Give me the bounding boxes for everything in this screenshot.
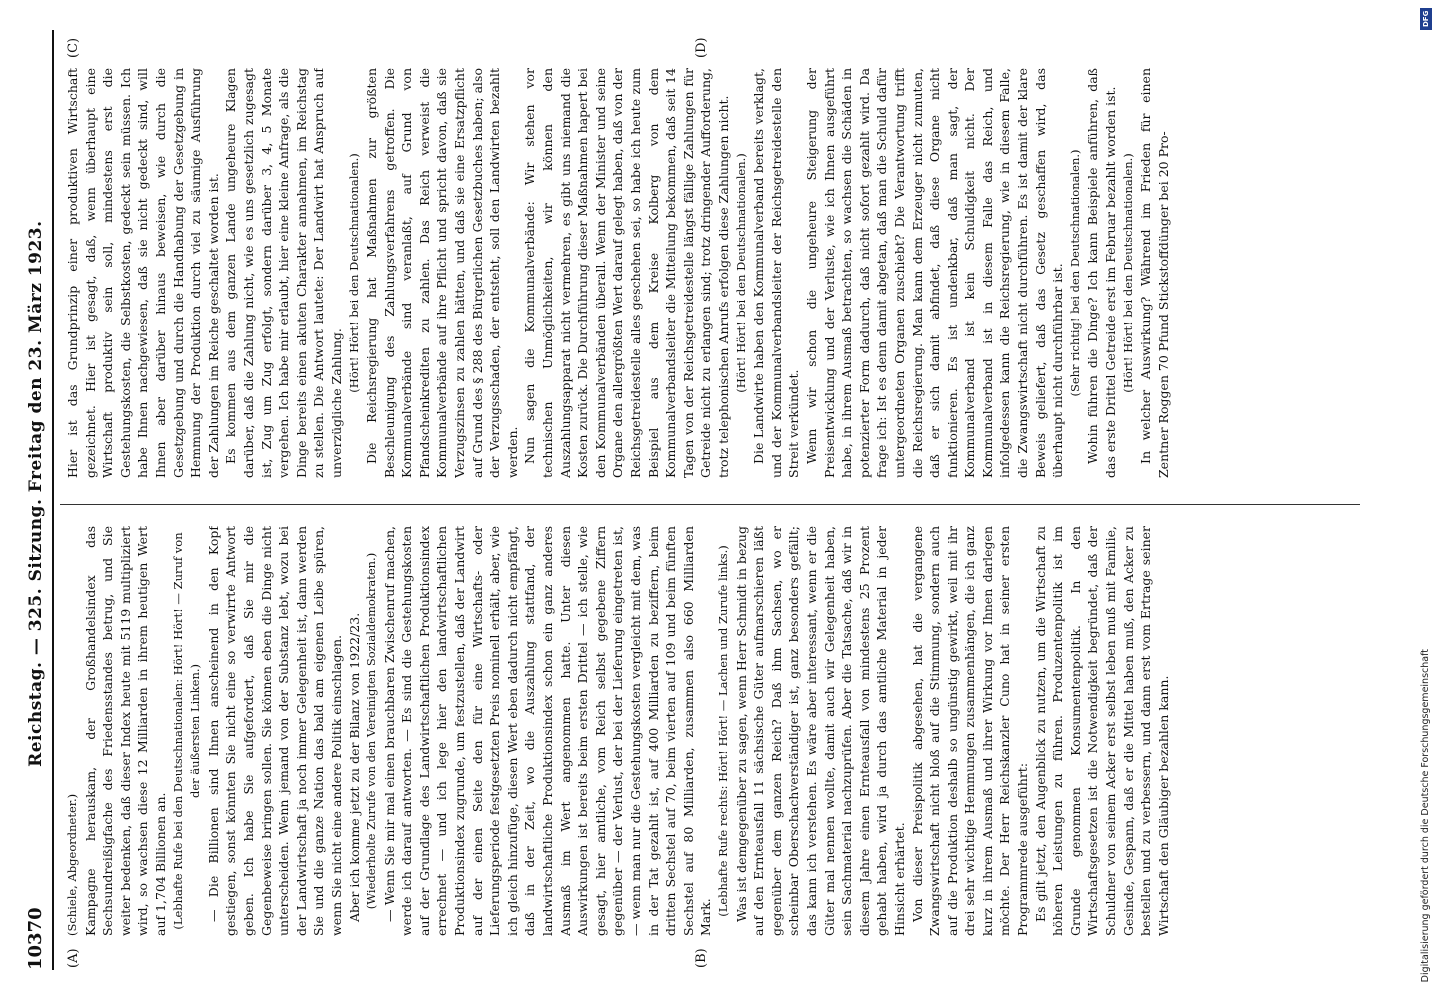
margin-mark-d: (D) xyxy=(694,37,709,58)
page-number: 10370 xyxy=(25,907,46,970)
paragraph: (Lebhafte Rufe bei den Deutschnationalen: Hört! Hört! — Zuruf von der äußersten Linken.) xyxy=(170,532,203,930)
paragraph: Die Reichsregierung hat Maßnahmen zur größten Beschleunigung des Zahlungsverfahrens getroffen. Die Kommunalverbände sind veranlaßt, auf Grund von Pfandscheinkrediten zu zahlen. Das Reich verweist die Kommunalverbände auf ihre Pflicht und spricht davon, daß sie Verzugszinsen zu zahlen hätten, und daß sie eine Ersatzpflicht auf Grund des § 288 des Bürgerlichen Gesetzbuches haben; also der Verzugsschaden, der entsteht, soll den Landwirten bezahlt werden. xyxy=(364,68,520,478)
margin-mark-a: (A) xyxy=(66,948,81,968)
paragraph: (Hört! Hört! bei den Deutschnationalen.) xyxy=(733,153,748,393)
column-divider xyxy=(60,504,1360,505)
paragraph: Von dieser Preispolitik abgesehen, hat die vergangene Zwangswirtschaft nicht bloß auf die Stimmung, sondern auch auf die Produktion deshalb so ungünstig gewirkt, weil mit ihr drei sehr wichtige Hemmungen zusammenhängen, die ich ganz kurz in ihrem Ausmaß und ihrer Wirkung vor Ihnen darlegen möchte. Der Herr Reichskanzler Cuno hat in seiner ersten Programmrede ausgeführt: xyxy=(909,526,1031,936)
paragraph: Es gilt jetzt, den Augenblick zu nutzen, um die Wirtschaft zu höheren Leistungen zu führen. Produzentenpolitik ist im Grunde genommen Konsumentenpolitik. In den Wirtschaftsgesetzen ist die Notwendigkeit begründet, daß der Schuldner von seinem Acker erst selbst leben muß mit Familie, Gesinde, Gespann, daß er die Mittel haben muß, den Acker zu bestellen und zu verbessern, und dann erst vom Ertrage seiner Wirtschaft den Gläubiger bezahlen kann. xyxy=(1032,526,1171,936)
digitization-note: Digitalisierung gefördert durch die Deutsche Forschungsgemeinschaft xyxy=(1420,648,1431,982)
paragraph: — Die Billionen sind Ihnen anscheinend in den Kopf gestiegen, sonst könnten Sie nicht eine so verwirrte Antwort geben. Ich habe Sie aufgefordert, daß Sie mir die Gegenbeweise bringen sollen. Sie können eben die Dinge nicht unterscheiden. Wenn jemand von der Substanz lebt, wozu bei der Landwirtschaft ja noch immer Gelegenheit ist, dann werden Sie und die ganze Nation das bald am eigenen Leibe spüren, wenn Sie nicht eine andere Politik einschlagen. xyxy=(205,526,344,936)
paragraph: (Lebhafte Rufe rechts: Hört! Hört! — Lachen und Zurufe links.) xyxy=(715,545,730,917)
paragraph: Wenn wir schon die ungeheure Steigerung der Preisentwicklung und der Verluste, wie ich Ihnen ausgeführt habe, in ihrem Ausmaß betrachten, so wachsen die Schäden in potenzierter Form dadurch, daß nicht sofort gezahlt wird. Da frage ich: Ist es denn damit abgetan, daß man die Schuld dafür untergeordneten Organen zuschiebt? Die Verantwortung trifft die Reichsregierung. Man kann dem Erzeuger nicht zumuten, daß er sich damit abfindet, daß diese Organe nicht funktionieren. Es ist undenkbar, daß man sagt, der Kommunalverband ist kein Schuldigkeit nicht. Der Kommunalverband ist in diesem Falle das Reich, und infolgedessen kann die Reichsregierung, wie in diesem Falle, die Zwangswirtschaft nicht durchführen. Es ist damit der klare Beweis geliefert, daß das Gesetz geschaffen wird, das überhaupt nicht durchführbar ist. xyxy=(803,68,1066,478)
paragraph: Wohin führen die Dinge? Ich kann Beispiele anführen, daß das erste Drittel Getreide erst im Februar bezahlt worden ist. xyxy=(1085,68,1119,478)
paragraph: (Hört! Hört! bei den Deutschnationalen.) xyxy=(1120,153,1135,393)
margin-mark-c: (C) xyxy=(66,37,81,58)
paragraph: Hier ist das Grundprinzip einer produktiven Wirtschaft gezeichnet. Hier ist gesagt, daß, wenn überhaupt eine Wirtschaft produktiv sein soll, mindestens erst die Gestehungskosten, die Selbstkosten, gedeckt sein müssen. Ich habe Ihnen nachgewiesen, daß sie nicht gedeckt sind, will Ihnen aber darüber hinaus beweisen, wie durch die Gesetzgebung und durch die Handhabung der Gesetzgebung in Hemmung der Produktion durch viel zu säumige Ausführung der Zahlungen im Reiche geschaltet worden ist. xyxy=(65,68,221,478)
left-text-column xyxy=(64,526,1354,936)
dfg-logo: DFG xyxy=(1420,8,1432,30)
paragraph: Was ist demgegenüber zu sagen, wenn Herr Schmidt in bezug auf den Ernteausfall 11 sächsische Güter aufmarschieren läßt gegenüber dem ganzen Reich? Daß ihm Sachsen, wo er scheinbar Oberschachverständiger ist, ganz besonders gefällt; das kann ich verstehen. Es wäre aber interessant, wenn er die Güter mal nennen wollte, damit auch wir Gelegenheit haben, sein Sachmaterial nachzuprüfen. Aber die Tatsache, daß wir in diesem Jahre einen Ernteausfall von mindestens 25 Prozent gehabt haben, wird ja durch das amtliche Material in jeder Hinsicht erhärtet. xyxy=(733,526,907,936)
paragraph: (Sehr richtig! bei den Deutschnationalen.) xyxy=(1067,149,1082,397)
paragraph: (Hört! Hört! bei den Deutschnationalen.) xyxy=(346,153,361,393)
right-text-column xyxy=(64,68,1354,478)
paragraph: Es kommen aus dem ganzen Lande ungeheure Klagen darüber, daß die Zahlung nicht, wie es uns gesetzlich zugesagt ist, Zug um Zug erfolgt, sondern darüber 3, 4, 5 Monate vergehen. Ich habe mir erlaubt, hier eine kleine Anfrage, als die Dinge bereits einen akuten Charakter annahmen, im Reichstag zu stellen. Die Antwort lautete: Der Landwirt hat Anspruch auf unverzügliche Zahlung. xyxy=(223,68,344,478)
paragraph: Nun sagen die Kommunalverbände: Wir stehen vor technischen Unmöglichkeiten, wir können den Auszahlungsapparat nicht vermehren, es gibt uns niemand die Kosten zurück. Die Durchführung dieser Maßnahmen hapert bei den Kommunalverbänden überall. Wenn der Minister und seine Organe den allergrößten Wert darauf gelegt haben, daß von der Reichsgetreidestelle alles geschehen sei, so habe ich heute zum Beispiel aus dem Kreise Kolberg von dem Kommunalverbandsleiter die Mitteilung bekommen, daß seit 14 Tagen von der Reichsgetreidestelle längst fällige Zahlungen für Getreide nicht zu erlangen sind; trotz dringender Aufforderung, trotz telephonischen Anrufs erfolgen diese Zahlungen nicht. xyxy=(522,68,731,478)
page-header xyxy=(18,30,54,970)
paragraph: In welcher Auswirkung? Während im Frieden für einen Zentner Roggen 70 Pfund Stickstoffdünger bei 20 Pro- xyxy=(1138,68,1171,478)
dfg-sidebar xyxy=(1418,0,1434,1000)
paragraph: (Schiele, Abgeordneter.) xyxy=(65,793,79,936)
margin-mark-b: (B) xyxy=(694,948,709,968)
paragraph: Kampagne herauskam, der Großhandelsindex das Sechsundreißigfache des Friedensstandes betrug, und Sie weiter bedenken, daß dieser Index heute mit 5119 multipliziert wird, so wachsen diese 12 Milliarden in ihrem heutigen Wert auf 1,704 Billionen an. xyxy=(82,526,168,936)
paragraph: (Wiederholte Zurufe von den Vereinigten Sozialdemokraten.) xyxy=(364,552,379,910)
paragraph: Die Landwirte haben den Kommunalverband bereits verklagt, und der Kommunalverbandsleiter der Reichsgetreidestelle den Streit verkündet. xyxy=(751,68,802,478)
paragraph: — Wenn Sie mir mal einen brauchbaren Zwischenruf machen, werde ich darauf antworten. — Es sind die Gestehungskosten auf der Grundlage des Landwirtschaftlichen Produktionsindex errechnet — und ich lege hier den landwirtschaftlichen Produktionsindex zugrunde, um festzustellen, daß der Landwirt auf der einen Seite den für eine Wirtschafts- oder Lieferungsperiode festgesetzten Preis nominell erhält, aber, wie ich gleich hinzufüge, diesen Wert eben dadurch nicht empfängt, daß in der Zeit, wo die Auszahlung stattfand, der landwirtschaftliche Produktionsindex schon ein ganz anderes Ausmaß im Wert angenommen hatte. Unter diesen Auswirkungen ist bereits beim ersten Drittel — ich stelle, wie gesagt, hier amtliche, vom Reich selbst gegebene Ziffern gegenüber — der Verlust, der bei der Lieferung eingetreten ist, — wenn man nur die Gestehungskosten vergleicht mit dem, was in der Tat gezahlt ist, auf 400 Milliarden zu beziffern, beim dritten Sechstel auf 70, beim vierten auf 109 und beim fünften Sechstel auf 80 Milliarden, zusammen also 660 Milliarden Mark. xyxy=(381,526,714,936)
paragraph: Aber ich komme jetzt zu der Bilanz von 1922/23. xyxy=(346,612,362,922)
running-title: Reichstag. — 325. Sitzung. Freitag den 23. März 1923. xyxy=(26,220,46,767)
